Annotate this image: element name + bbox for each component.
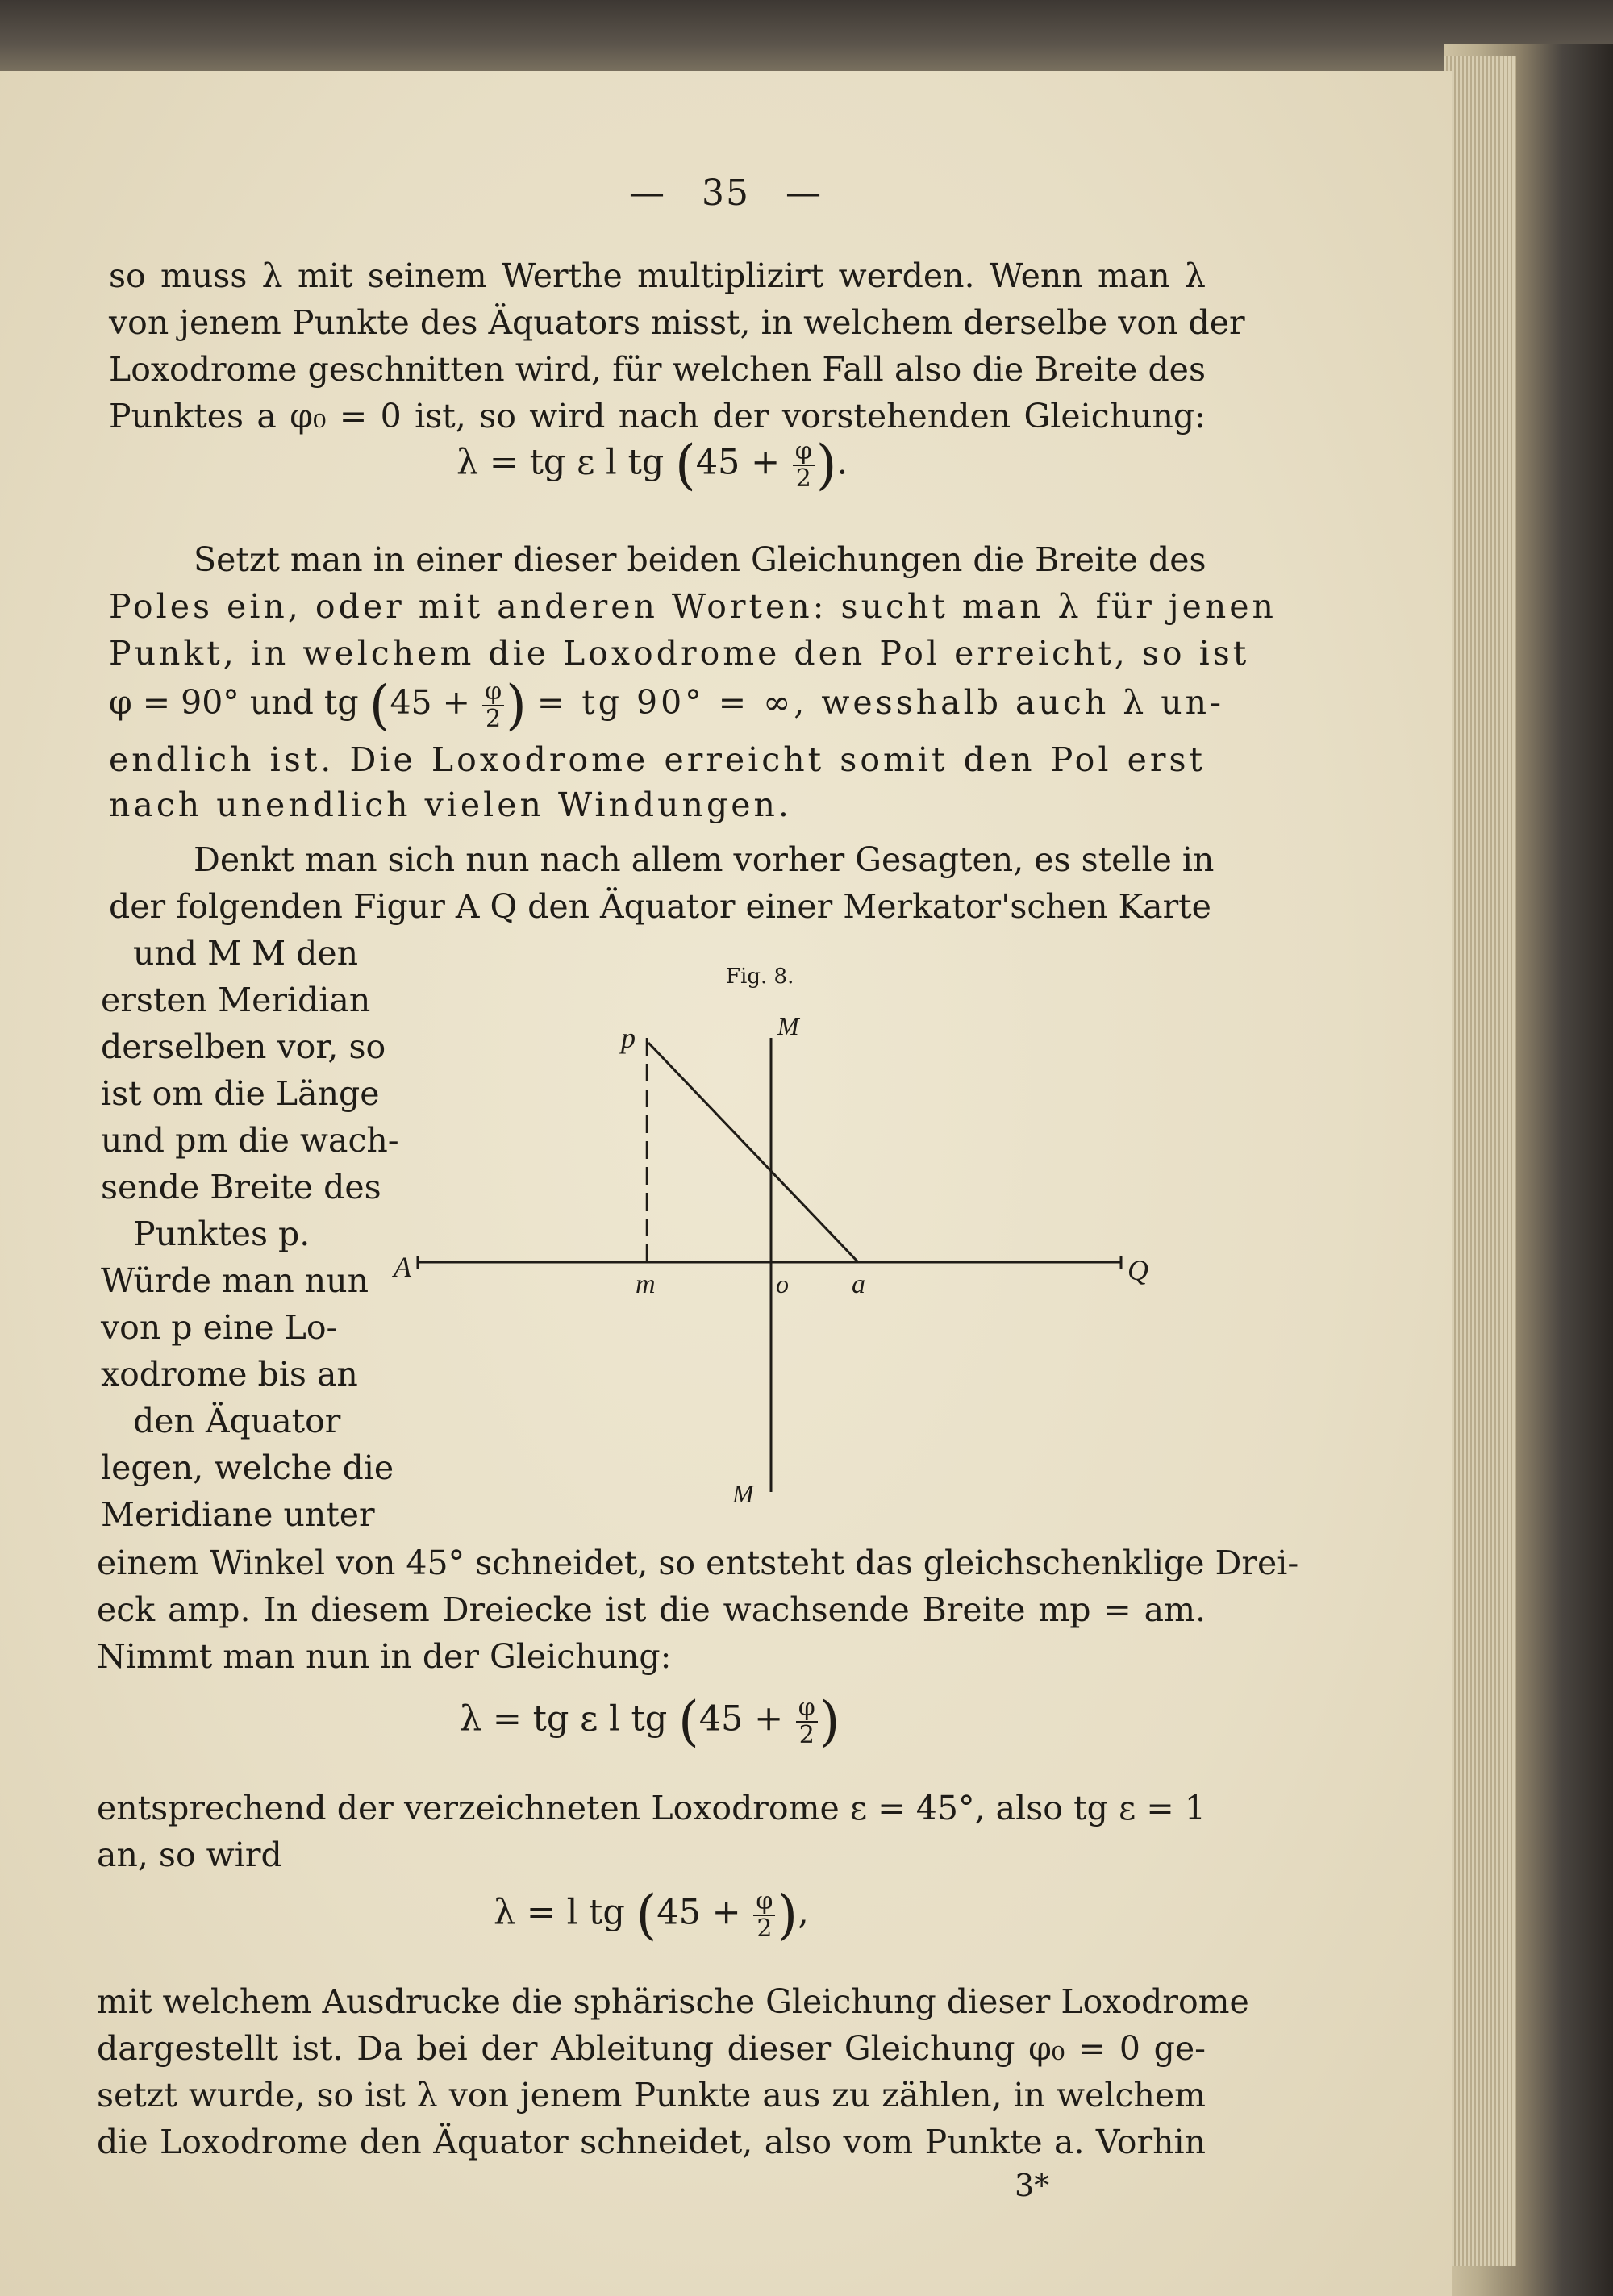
page-number-value: 35 (702, 173, 750, 214)
formula-2: λ = tg ε l tg (45 + $\frac{\varphi}{2}$ ) (460, 1690, 840, 1752)
fraction: $\frac{\varphi}{2}$ (753, 1889, 775, 1941)
column-line: ersten Meridian (101, 981, 371, 1019)
book-top-edge (0, 0, 1613, 73)
formula-end: . (836, 442, 848, 483)
text-line: einem Winkel von 45° schneidet, so entsteht das gleichschenklige Drei- (97, 1544, 1299, 1582)
column-line: sende Breite des (101, 1168, 381, 1206)
formula-lhs: λ = l tg (494, 1892, 625, 1933)
text-line: nach unendlich vielen Windungen. (109, 785, 792, 824)
formula-3: λ = l tg (45 + $\frac{\varphi}{2}$ ), (494, 1884, 809, 1946)
text-line: an, so wird (97, 1836, 282, 1874)
formula-inner: 45 + (390, 683, 471, 722)
loxodrome-line (648, 1043, 858, 1262)
figure-8 (379, 1004, 1169, 1569)
signature-mark: 3* (1015, 2168, 1050, 2203)
fraction: $\frac{\varphi}{2}$ (482, 679, 504, 731)
fraction: $\frac{\varphi}{2}$ (793, 439, 815, 491)
text-line: endlich ist. Die Loxodrome erreicht somit den Pol erst (109, 740, 1206, 779)
formula-inner: 45 + (656, 1892, 741, 1933)
label-o: o (776, 1269, 789, 1298)
text-line: mit welchem Ausdrucke die sphärische Gleichung dieser Loxodrome (97, 1982, 1249, 2021)
page-number: — 35 — (629, 173, 823, 214)
text-line: Setzt man in einer dieser beiden Gleichungen die Breite des (194, 540, 1207, 579)
text-line: von jenem Punkte des Äquators misst, in welchem derselbe von der (109, 303, 1245, 342)
formula-lhs: λ = tg ε l tg (460, 1698, 668, 1740)
column-line: und M M den (133, 934, 359, 973)
column-line: Meridiane unter (101, 1495, 375, 1534)
text-line: so muss λ mit seinem Werthe multiplizirt werden. Wenn man λ (109, 256, 1206, 295)
formula-end: , (798, 1892, 809, 1933)
text-line: Punktes a φ₀ = 0 ist, so wird nach der vorstehenden Gleichung: (109, 397, 1206, 435)
formula-inline: φ = 90° und tg (45 + $\frac{\varphi}{2}$ ) = tg 90° = ∞, wesshalb auch λ un- (109, 674, 1224, 736)
text-line: Denkt man sich nun nach allem vorher Gesagten, es stelle in (194, 840, 1215, 879)
column-line: ist om die Länge (101, 1074, 380, 1113)
label-p: p (621, 1022, 636, 1054)
formula-pre: φ = 90° und tg (109, 683, 359, 722)
text-line: setzt wurde, so ist λ von jenem Punkte aus zu zählen, in welchem (97, 2076, 1206, 2115)
text-line: Punkt, in welchem die Loxodrome den Pol erreicht, so ist (109, 634, 1250, 673)
text-line: eck amp. In diesem Dreiecke ist die wachsende Breite mp = am. (97, 1590, 1206, 1629)
label-Q: Q (1127, 1254, 1148, 1286)
figure-caption: Fig. 8. (726, 965, 794, 989)
label-M-top: M (777, 1011, 799, 1040)
text-line: die Loxodrome den Äquator schneidet, also vom Punkte a. Vorhin (97, 2123, 1206, 2161)
formula-1: λ = tg ε l tg (45 + $\frac{\varphi}{2}$ ). (456, 434, 848, 496)
column-line: Würde man nun (101, 1261, 369, 1300)
column-line: derselben vor, so (101, 1027, 386, 1066)
label-m: m (636, 1269, 656, 1299)
formula-lhs: λ = tg ε l tg (456, 442, 665, 483)
text-line: Loxodrome geschnitten wird, für welchen Fall also die Breite des (109, 350, 1206, 389)
fraction: $\frac{\varphi}{2}$ (796, 1695, 818, 1748)
label-M-bottom: M (732, 1479, 754, 1508)
text-line: dargestellt ist. Da bei der Ableitung dieser Gleichung φ₀ = 0 ge- (97, 2029, 1206, 2068)
label-A: A (394, 1251, 411, 1283)
column-line: legen, welche die (101, 1448, 394, 1487)
column-line: Punktes p. (133, 1215, 311, 1253)
column-line: xodrome bis an (101, 1355, 358, 1394)
column-line: von p eine Lo- (101, 1308, 338, 1347)
formula-post: = tg 90° = ∞, wesshalb auch λ un- (536, 683, 1224, 722)
text-line: Poles ein, oder mit anderen Worten: sucht man λ für jenen (109, 587, 1277, 626)
label-a: a (852, 1269, 865, 1299)
text-line: Nimmt man nun in der Gleichung: (97, 1637, 672, 1676)
text-line: entsprechend der verzeichneten Loxodrome ε = 45°, also tg ε = 1 (97, 1789, 1206, 1827)
text-line: der folgenden Figur A Q den Äquator einer Merkator'schen Karte (109, 887, 1211, 926)
column-line: und pm die wach- (101, 1121, 399, 1160)
formula-inner: 45 + (698, 1698, 784, 1740)
formula-inner: 45 + (695, 442, 781, 483)
page-stack-edge (1444, 56, 1516, 2266)
column-line: den Äquator (133, 1402, 341, 1440)
